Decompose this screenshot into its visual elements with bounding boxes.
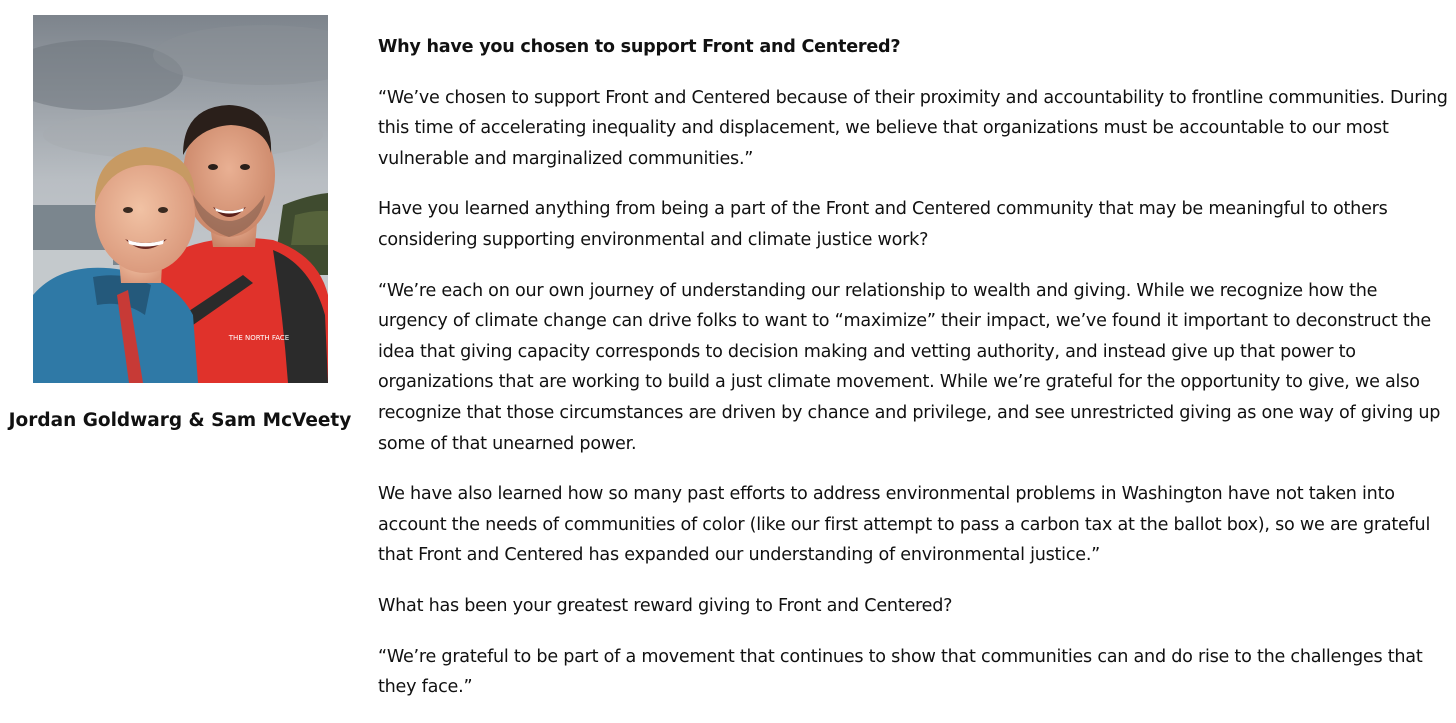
- answer-3: “We’re grateful to be part of a movement that continues to show that communities can and do rise to the challenges that they face.”: [378, 646, 1423, 698]
- profile-sidebar: [0, 0, 360, 717]
- portrait-photo: [33, 15, 328, 383]
- answer-2-paragraph-1: “We’re each on our own journey of understanding our relationship to wealth and giving. While we recognize how the urgency of climate change can drive folks to want to “maximize” their impact, we’ve found it important to deconstruct the idea that giving capacity corresponds to decision making and vetting authority, and instead give up that power to organizations that are working to build a just climate movement. While we’re grateful for the opportunity to give, we also recognize that those circumstances are driven by chance and privilege, and see unrestricted giving as one way of giving up some of that unearned power.: [378, 280, 1441, 454]
- question-1: Why have you chosen to support Front and Centered?: [378, 37, 901, 57]
- profile-caption: Jordan Goldwarg & Sam McVeety: [8, 410, 352, 431]
- jacket-logo: THE NORTH FACE: [228, 334, 290, 342]
- question-2: Have you learned anything from being a part of the Front and Centered community that may be meaningful to others considering supporting environmental and climate justice work?: [378, 199, 1388, 250]
- portrait-illustration: [33, 15, 328, 383]
- article-body: [378, 32, 1450, 723]
- question-3: What has been your greatest reward giving to Front and Centered?: [378, 595, 953, 616]
- answer-1: “We’ve chosen to support Front and Centered because of their proximity and accountability to frontline communities. During this time of accelerating inequality and displacement, we believe that organizations must be accountable to our most vulnerable and marginalized communities.”: [378, 87, 1448, 169]
- answer-2-paragraph-2: We have also learned how so many past efforts to address environmental problems in Washington have not taken into account the needs of communities of color (like our first attempt to pass a carbon tax at the ballot box), so we are grateful that Front and Centered has expanded our understanding of environmental justice.”: [378, 484, 1431, 566]
